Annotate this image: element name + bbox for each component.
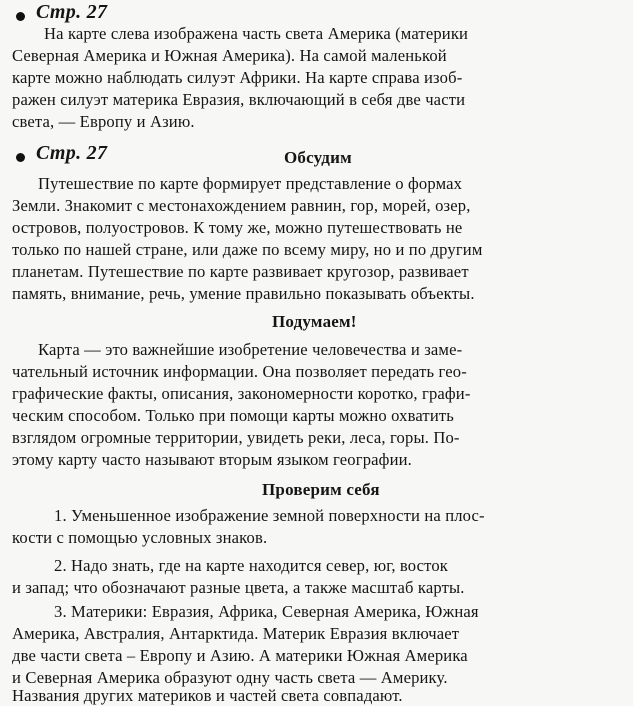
text-line: карте можно наблюдать силуэт Африки. На карте справа изоб- <box>12 68 463 87</box>
text-line: память, внимание, речь, умение правильно показывать объекты. <box>12 284 475 303</box>
text-line: островов, полуостровов. К тому же, можно путешествовать не <box>12 218 463 237</box>
text-line: только по нашей стране, или даже по всему миру, но и по другим <box>12 240 483 259</box>
answer-line: две части света – Европу и Азию. А материки Южная Америка <box>12 646 468 665</box>
text-line: Земли. Знакомит с местонахождением равнин, гор, морей, озер, <box>12 196 471 215</box>
text-line: этому карту часто называют вторым языком географии. <box>12 450 412 469</box>
text-line: На карте слева изображена часть света Америка (материки <box>44 24 469 43</box>
answer-line: 3. Материки: Евразия, Африка, Северная Америка, Южная <box>54 602 479 621</box>
section-heading: Проверим себя <box>262 480 380 499</box>
bullet-marker <box>16 12 25 21</box>
bullet-marker <box>16 153 25 162</box>
text-line: чательный источник информации. Она позволяет передать гео- <box>12 362 467 381</box>
page-reference: Стр. 27 <box>36 1 108 23</box>
section-heading: Подумаем! <box>272 312 357 331</box>
answer-line: Названия других материков и частей света совпадают. <box>12 686 403 705</box>
answer-line: 2. Надо знать, где на карте находится север, юг, восток <box>54 556 449 575</box>
text-line: Северная Америка и Южная Америка). На самой маленькой <box>12 46 447 65</box>
text-line: света, — Европу и Азию. <box>12 112 195 131</box>
section-heading: Обсудим <box>284 148 352 167</box>
text-line: ческим способом. Только при помощи карты можно охватить <box>12 406 454 425</box>
text-line: планетам. Путешествие по карте развивает кругозор, развивает <box>12 262 469 281</box>
text-line: взглядом огромные территории, увидеть реки, леса, горы. По- <box>12 428 460 447</box>
answer-line: и запад; что обозначают разные цвета, а также масштаб карты. <box>12 578 465 597</box>
answer-line: 1. Уменьшенное изображение земной поверхности на плос- <box>54 506 485 525</box>
text-line: Карта — это важнейшие изобретение человечества и заме- <box>38 340 463 359</box>
text-line: ражен силуэт материка Евразия, включающий в себя две части <box>12 90 466 109</box>
answer-line: кости с помощью условных знаков. <box>12 528 268 547</box>
text-line: графические факты, описания, закономерности коротко, графи- <box>12 384 471 403</box>
text-line: Путешествие по карте формирует представление о формах <box>38 174 463 193</box>
answer-line: и Северная Америка образуют одну часть света — Америку. <box>12 668 448 687</box>
answer-line: Америка, Австралия, Антарктида. Материк Евразия включает <box>12 624 460 643</box>
page-reference: Стр. 27 <box>36 142 108 164</box>
